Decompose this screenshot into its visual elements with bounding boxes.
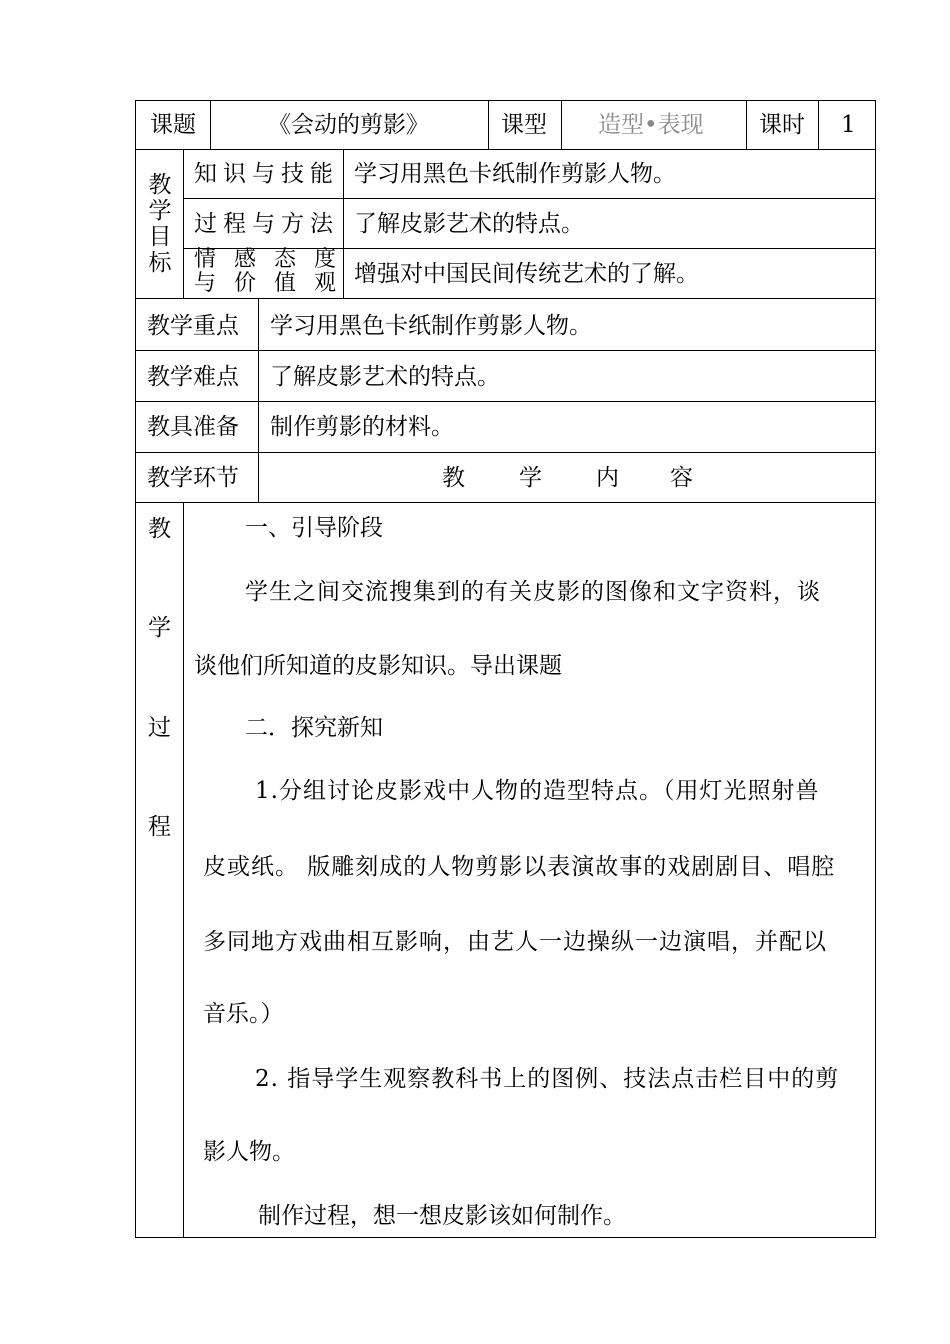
process-line: 音乐。） (203, 1001, 284, 1027)
section-content-char: 容 (670, 465, 693, 491)
section-content-char: 学 (519, 465, 542, 491)
process-line: 多同地方戏曲相互影响，由艺人一边操纵一边演唱，并配以 (203, 929, 827, 955)
process-line: 1.分组讨论皮影戏中人物的造型特点。（用灯光照射兽 (255, 778, 820, 804)
key-point-label: 教学重点 (147, 313, 239, 339)
objective-label-knowledge: 知识与技能 (194, 161, 339, 187)
col-divider (818, 100, 819, 149)
type-value: 造型•表现 (598, 112, 704, 138)
section-content-char: 教 (442, 465, 465, 491)
course-title: 《会动的剪影》 (268, 112, 429, 138)
table-border-left (135, 100, 136, 1238)
type-label: 课型 (501, 112, 547, 138)
objective-label-attitude-line2: 与价值观 (194, 271, 355, 296)
difficulty-value: 了解皮影艺术的特点。 (270, 364, 500, 390)
table-border-right (875, 100, 876, 1238)
section-content-char: 内 (596, 465, 619, 491)
process-line: 影人物。 (203, 1139, 295, 1165)
col-divider (183, 149, 184, 298)
process-line: 一、引导阶段 (245, 515, 383, 541)
key-point-value: 学习用黑色卡纸制作剪影人物。 (270, 313, 592, 339)
objective-label-process: 过程与方法 (194, 211, 339, 237)
hours-value: 1 (841, 112, 856, 138)
course-label: 课题 (150, 112, 196, 138)
objective-label-attitude-line1: 情感态度 (194, 247, 355, 272)
col-divider (746, 100, 747, 149)
hours-label: 课时 (759, 112, 805, 138)
process-side-char: 程 (148, 814, 171, 840)
objective-value-knowledge: 学习用黑色卡纸制作剪影人物。 (354, 161, 676, 187)
col-divider (258, 298, 259, 502)
process-line: 谈他们所知道的皮影知识。导出课题 (194, 653, 562, 679)
process-side-char: 过 (148, 715, 171, 741)
table-border-bottom (135, 1237, 876, 1238)
row-divider (135, 350, 876, 351)
row-divider (135, 452, 876, 453)
col-divider (561, 100, 562, 149)
objectives-side-label: 教 学 目 标 (148, 172, 172, 276)
process-line: 皮或纸。 版雕刻成的人物剪影以表演故事的戏剧剧目、唱腔 (203, 854, 836, 880)
col-divider (183, 502, 184, 1237)
objective-value-attitude: 增强对中国民间传统艺术的了解。 (354, 261, 699, 287)
col-divider (488, 100, 489, 149)
materials-value: 制作剪影的材料。 (270, 414, 454, 440)
process-side-char: 学 (148, 615, 171, 641)
difficulty-label: 教学难点 (147, 364, 239, 390)
section-label: 教学环节 (147, 465, 239, 491)
process-line: 制作过程，想一想皮影该如何制作。 (258, 1203, 626, 1229)
row-divider (135, 149, 876, 150)
process-side-char: 教 (148, 516, 171, 542)
row-divider (135, 298, 876, 299)
process-line: 2. 指导学生观察教科书上的图例、技法点击栏目中的剪 (255, 1066, 840, 1092)
table-border-top (135, 100, 876, 101)
objective-value-process: 了解皮影艺术的特点。 (354, 211, 584, 237)
row-divider (135, 401, 876, 402)
materials-label: 教具准备 (147, 414, 239, 440)
process-line: 学生之间交流搜集到的有关皮影的图像和文字资料，谈 (245, 579, 821, 605)
col-divider (210, 100, 211, 149)
row-divider (135, 502, 876, 503)
row-divider (183, 198, 876, 199)
process-line: 二．探究新知 (245, 715, 383, 741)
